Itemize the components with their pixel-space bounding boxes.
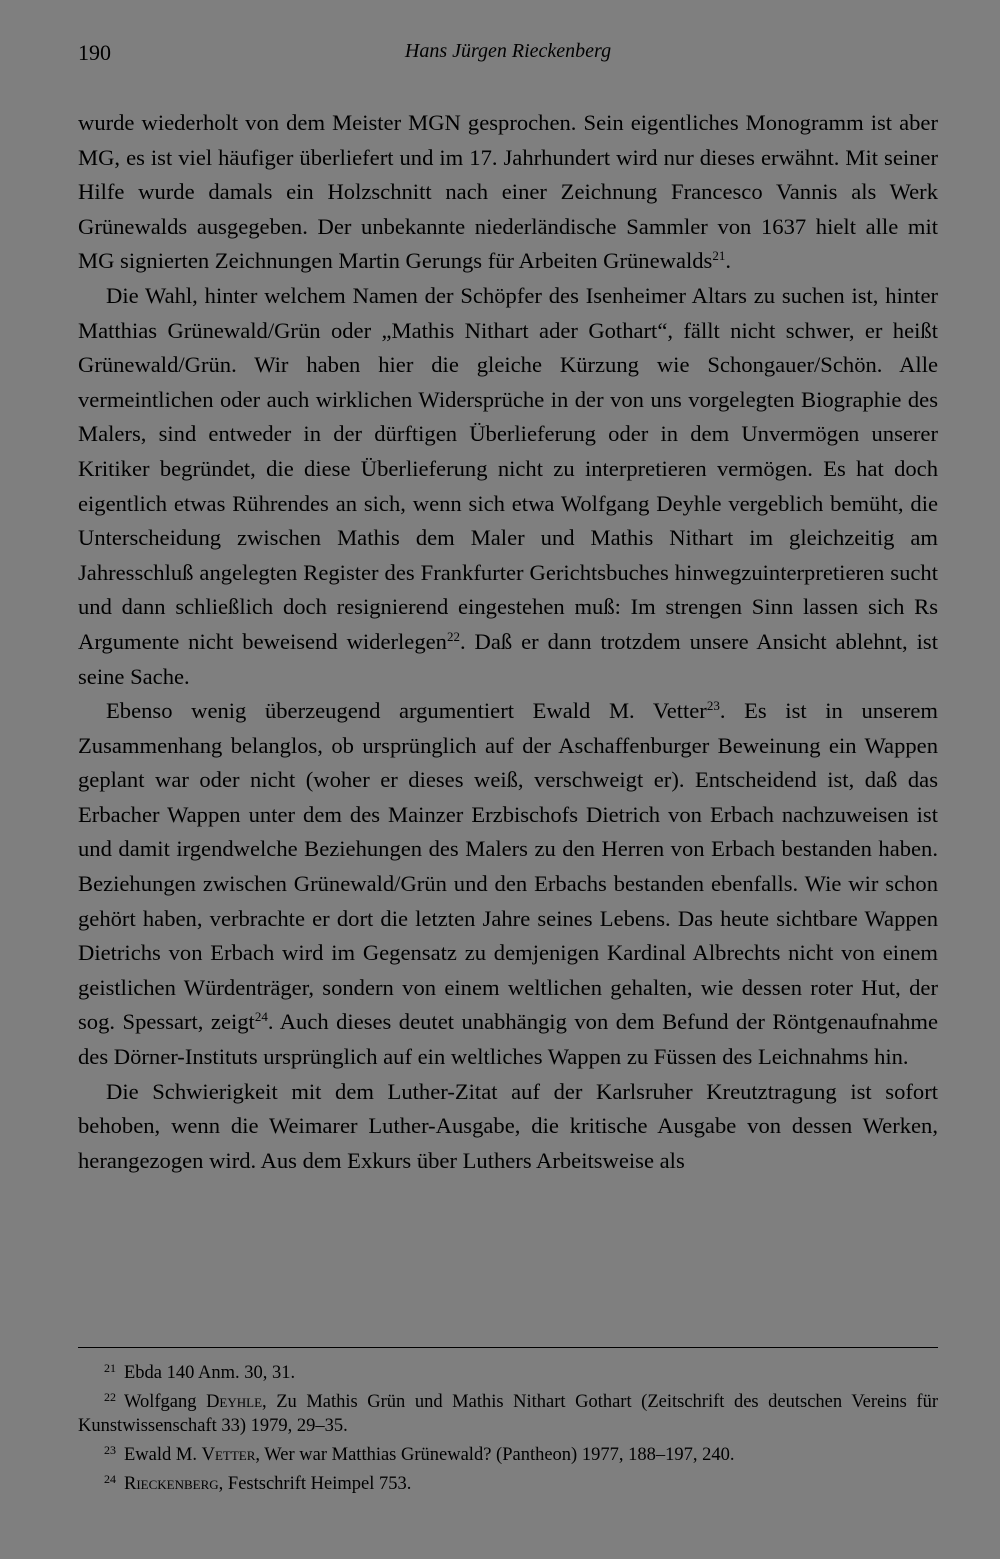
text-run: Die Wahl, hinter welchem Namen der Schöpfer des Isenheimer Altars zu suchen ist, hinter Matthias Grünewald/Grün oder „Mathis Nithart ader Gothart“, fällt nicht schwer, er heißt Grünewald/Grün. Wir haben hier die gleiche Kürzung wie Schongauer/Schön. Alle vermeintlichen oder auch wirklichen Widersprüche in der von uns vorgelegten Biographie des Malers, sind entweder in der dürftigen Überlieferung oder in dem Unvermögen unserer Kritiker begründet, die diese Überlieferung nicht zu interpretieren vermögen. Es hat doch eigentlich etwas Rührendes an sich, wenn sich etwa Wolfgang Deyhle vergeblich bemüht, die Unterscheidung zwischen Mathis dem Maler und Mathis Nithart im gleichzeitig am Jahresschluß angelegten Register des Frankfurter Gerichtsbuches hinwegzuinterpretieren sucht und dann schließlich doch resignierend eingestehen muß: Im strengen Sinn lassen sich Rs Argumente nicht beweisend widerlegen	[78, 282, 938, 654]
author-name: Deyhle	[206, 1392, 263, 1412]
running-head: Hans Jürgen Rieckenberg	[404, 40, 612, 62]
paragraph	[78, 694, 938, 1075]
footnote	[78, 1356, 938, 1385]
page-header	[78, 40, 938, 74]
text-run: . Auch dieses deutet unabhängig von dem Befund der Röntgenaufnahme des Dörner-Instituts ursprünglich auf ein weltliches Wappen zu Füssen des Leichnahms hin.	[78, 1009, 939, 1070]
footnote	[78, 1438, 938, 1467]
text-run: Ebda 140 Anm. 30, 31.	[124, 1363, 296, 1383]
footnote-number: 24	[104, 1472, 116, 1486]
text-run: . Daß er dann trotzdem unsere Ansicht ablehnt, ist seine Sache.	[78, 628, 938, 689]
page-number: 190	[78, 40, 111, 65]
text-run: Ebenso wenig überzeugend argumentiert Ewald M. Vetter	[106, 698, 707, 724]
paragraph	[78, 106, 938, 279]
footnote-reference: 23	[706, 698, 720, 714]
text-run: Wolfgang	[124, 1392, 207, 1412]
footnote-reference: 21	[712, 248, 726, 264]
text-run: , Festschrift Heimpel 753.	[218, 1474, 412, 1494]
footnote-reference: 24	[254, 1009, 268, 1025]
text-run: Die Schwierigkeit mit dem Luther-Zitat auf der Karlsruher Kreutztragung ist sofort behoben, wenn die Weimarer Luther-Ausgabe, die kritische Ausgabe von dessen Werken, herangezogen wird. Aus dem Exkurs über Luthers Arbeitsweise als	[78, 1078, 938, 1173]
text-run: wurde wiederholt von dem Meister MGN gesprochen. Sein eigentliches Monogramm ist aber MG, es ist viel häufiger überliefert und im 17. Jahrhundert wird nur dieses erwähnt. Mit seiner Hilfe wurde damals ein Holzschnitt nach einer Zeichnung Francesco Vannis als Werk Grünewalds ausgegeben. Der unbekannte niederländische Sammler von 1637 hielt alle mit MG signierten Zeichnungen Martin Gerungs für Arbeiten Grünewalds	[78, 110, 938, 274]
author-name: Vetter	[201, 1445, 256, 1465]
footnote-rule	[78, 1347, 938, 1348]
text-run: , Zu Mathis Grün und Mathis Nithart Gothart (Zeitschrift des deutschen Vereins für Kunstwissenschaft 33) 1979, 29–35.	[78, 1392, 938, 1436]
footnote	[78, 1385, 938, 1438]
footnote	[78, 1467, 938, 1496]
text-run: , Wer war Matthias Grünewald? (Pantheon) 1977, 188–197, 240.	[255, 1445, 735, 1465]
footnote-reference: 22	[446, 628, 460, 644]
text-run: Ewald M.	[124, 1445, 202, 1465]
text-run: . Es ist in unserem Zusammenhang belanglos, ob ursprünglich auf der Aschaffenburger Beweinung ein Wappen geplant war oder nicht (woher er dieses weiß, verschweigt er). Entscheidend ist, daß das Erbacher Wappen unter dem des Mainzer Erzbischofs Dietrich von Erbach nachzuweisen ist und damit irgendwelche Beziehungen des Malers zu den Herren von Erbach bestanden haben. Beziehungen zwischen Grünewald/Grün und den Erbachs bestanden ebenfalls. Wie wir schon gehört haben, verbrachte er dort die letzten Jahre seines Lebens. Das heute sichtbare Wappen Dietrichs von Erbach wird im Gegensatz zu demjenigen Kardinal Albrechts nicht von einem geistlichen Würdenträger, sondern von einem weltlichen gehalten, wie dessen roter Hut, der sog. Spessart, zeigt	[78, 698, 938, 1035]
paragraph	[78, 1075, 938, 1179]
author-name: Rieckenberg	[124, 1474, 219, 1494]
paragraph	[78, 279, 938, 694]
footnote-number: 21	[104, 1361, 116, 1375]
footnote-number: 22	[104, 1390, 116, 1404]
footnote-number: 23	[104, 1443, 116, 1457]
body-text	[78, 106, 938, 1178]
footnotes	[78, 1356, 938, 1496]
text-run: .	[725, 248, 732, 274]
